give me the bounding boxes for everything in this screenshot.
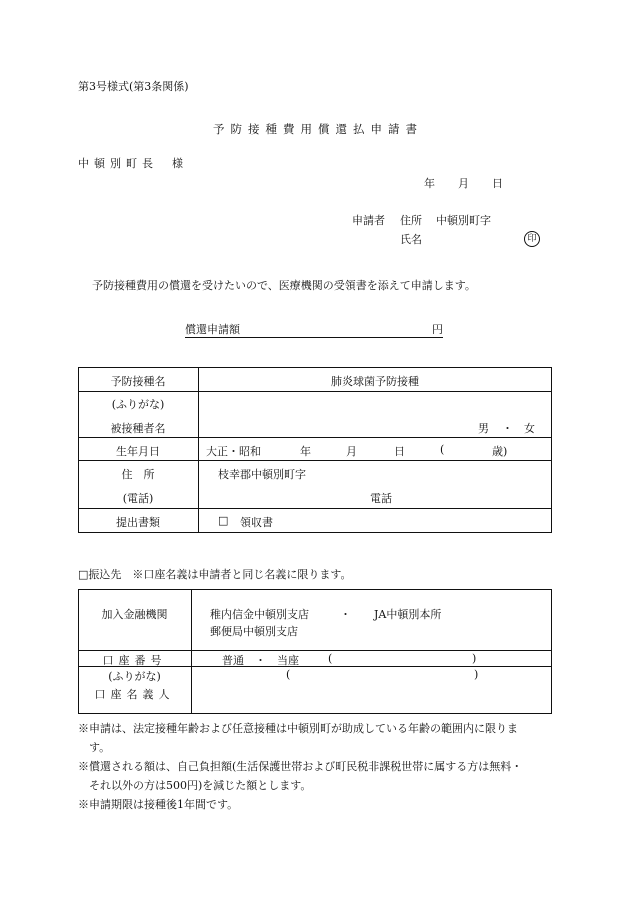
phone-label: (電話) — [122, 492, 154, 505]
addressee-suffix: 様 — [172, 157, 183, 170]
docs-checkbox[interactable]: □ — [218, 514, 229, 527]
institution-option-ja: JA中頓別本所 — [374, 608, 442, 621]
row-line — [78, 650, 552, 651]
age-open: ( — [440, 443, 445, 456]
date-year: 年 — [424, 177, 435, 190]
vaccine-label: 予防接種名 — [110, 375, 166, 388]
note-line: ※申請は、法定接種年齢および任意接種は中頓別町が助成している年齢の範囲内に限りま — [78, 722, 518, 735]
seal-mark: 印 — [524, 231, 540, 247]
amount-unit: 円 — [432, 323, 443, 336]
age-close: 歳) — [492, 445, 508, 458]
row-line — [78, 391, 552, 392]
bank-table-divider — [191, 589, 192, 714]
account-type: 普通 ・ 当座 — [222, 654, 299, 667]
row-line — [78, 460, 552, 461]
dob-era: 大正・昭和 — [206, 445, 261, 458]
bank-heading: □振込先 ※口座名義は申請者と同じ名義に限ります。 — [78, 568, 352, 581]
date-month: 月 — [458, 177, 469, 190]
docs-value: 領収書 — [240, 516, 273, 529]
addressee: 中頓別町長 — [78, 157, 158, 170]
institution-option-post: 郵便局中頓別支店 — [210, 625, 298, 638]
row-line — [78, 437, 552, 438]
sex-separator: ・ — [502, 422, 513, 435]
account-paren-open: ( — [328, 652, 333, 665]
page-title: 予防接種費用償還払申請書 — [213, 122, 423, 136]
intro-text: 予防接種費用の償還を受けたいので、医療機関の受領書を添えて申請します。 — [92, 279, 476, 292]
note-line: ※申請期限は接種後1年間です。 — [78, 798, 239, 811]
dob-year: 年 — [300, 445, 311, 458]
applicant-label: 申請者 — [352, 214, 385, 227]
vaccine-value: 肺炎球菌予防接種 — [331, 375, 419, 388]
dob-month: 月 — [346, 445, 357, 458]
holder-furigana-label: (ふりがな) — [108, 670, 161, 683]
date-day: 日 — [492, 177, 503, 190]
phone-value: 電話 — [370, 492, 392, 505]
account-paren-close: ) — [472, 652, 477, 665]
note-line: ※償還される額は、自己負担額(生活保護世帯および町民税非課税世帯に属する方は無料・ — [78, 760, 523, 773]
dob-day: 日 — [394, 445, 405, 458]
amount-label: 償還申請額 — [185, 323, 240, 336]
institution-label: 加入金融機関 — [101, 608, 168, 621]
patient-label: 被接種者名 — [110, 422, 166, 435]
applicant-address-label: 住所 — [400, 214, 422, 227]
note-line: す。 — [78, 741, 111, 754]
holder-label: 口座名義人 — [94, 688, 175, 701]
account-number-label: 口座番号 — [102, 654, 167, 667]
docs-label: 提出書類 — [116, 516, 160, 529]
sex-female: 女 — [524, 422, 535, 435]
holder-paren-open: ( — [286, 668, 291, 681]
amount-line — [185, 321, 443, 338]
row-line — [78, 508, 552, 509]
applicant-name-label: 氏名 — [400, 233, 422, 246]
institution-option-shinkin: 稚内信金中頓別支店 — [210, 608, 309, 621]
applicant-address-value: 中頓別町字 — [436, 214, 491, 227]
address-value: 枝幸郡中頓別町字 — [218, 468, 306, 481]
furigana-label: (ふりがな) — [111, 398, 165, 411]
institution-separator: ・ — [340, 608, 351, 621]
form-number: 第3号様式(第3条関係) — [78, 80, 189, 93]
note-line: それ以外の方は500円)を減じた額とします。 — [78, 779, 312, 792]
address-label: 住 所 — [121, 468, 155, 481]
dob-label: 生年月日 — [116, 445, 160, 458]
holder-paren-close: ) — [474, 668, 479, 681]
sex-male: 男 — [478, 422, 489, 435]
